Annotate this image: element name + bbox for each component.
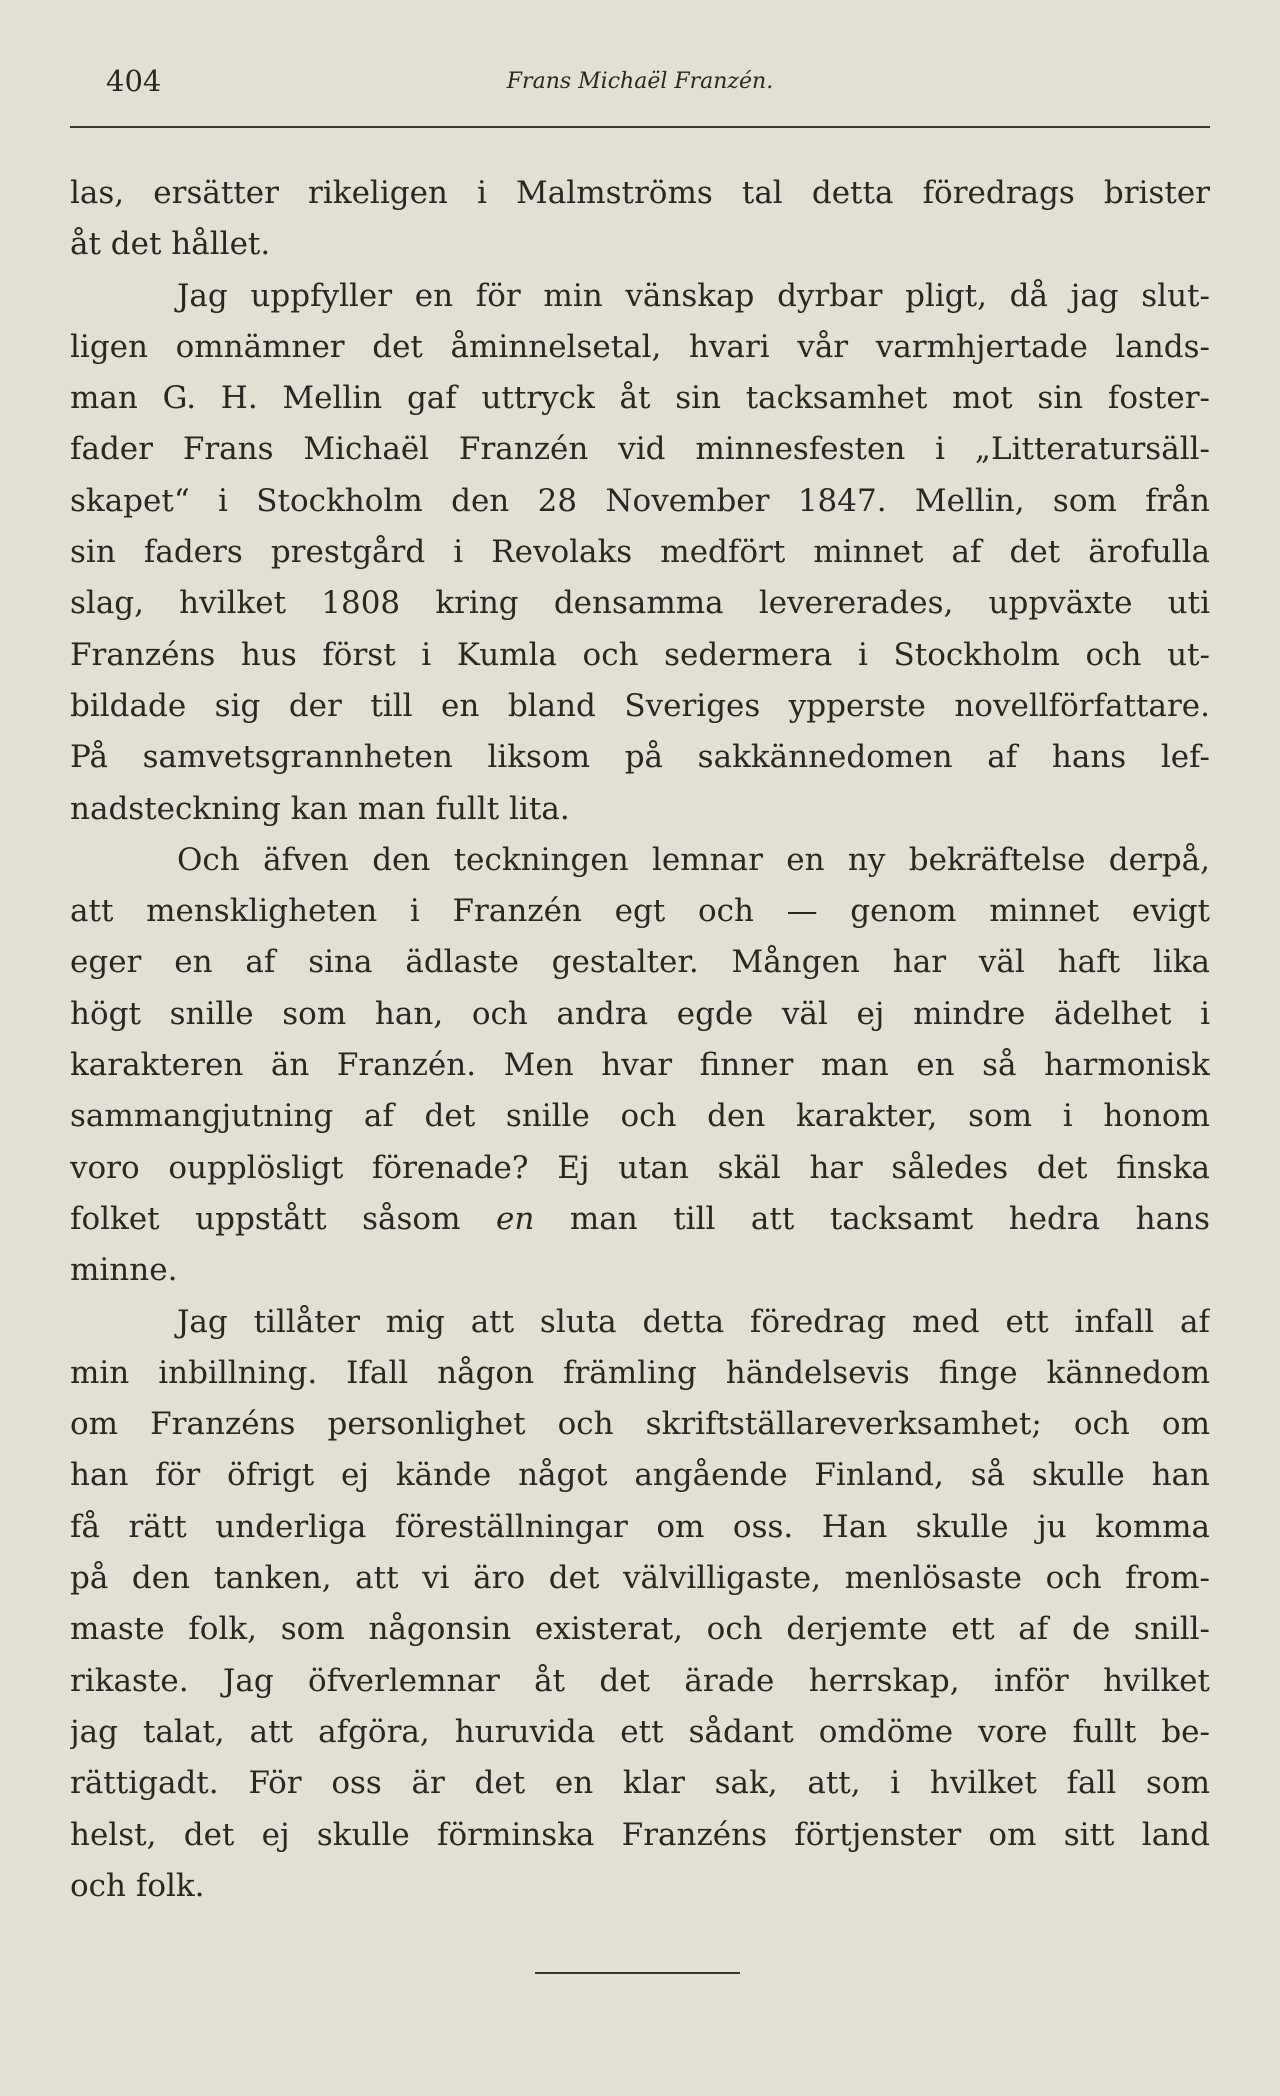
text-line: fader Frans Michaël Franzén vid minnesfesten i „Litteratursäll-	[70, 431, 1210, 468]
text-line: rättigadt. För oss är det en klar sak, att, i hvilket fall som	[70, 1765, 1210, 1802]
text-line: åt det hållet.	[70, 226, 271, 263]
line-segment: folket uppstått såsom	[70, 1200, 496, 1237]
text-line: Och äfven den teckningen lemnar en ny bekräftelse derpå,	[177, 841, 1210, 878]
text-line: jag talat, att afgöra, huruvida ett sådant omdöme vore fullt be-	[70, 1713, 1210, 1750]
text-line-with-emphasis	[70, 1194, 1210, 1245]
header-rule	[70, 126, 1210, 128]
text-line: skapet“ i Stockholm den 28 November 1847. Mellin, som från	[70, 482, 1210, 519]
text-line: rikaste. Jag öfverlemnar åt det ärade herrskap, inför hvilket	[70, 1662, 1210, 1699]
text-line: Franzéns hus först i Kumla och sedermera i Stockholm och ut-	[70, 636, 1210, 673]
text-line: slag, hvilket 1808 kring densamma levererades, uppväxte uti	[70, 585, 1210, 622]
text-line: Jag tillåter mig att sluta detta föredrag med ett infall af	[177, 1303, 1210, 1340]
page-header	[70, 56, 1210, 116]
text-line: minne.	[70, 1252, 178, 1289]
text-line: Jag uppfyller en för min vänskap dyrbar pligt, då jag slut-	[177, 277, 1210, 314]
text-line: få rätt underliga föreställningar om oss. Han skulle ju komma	[70, 1508, 1210, 1545]
text-line: bildade sig der till en bland Sveriges ypperste novellförfattare.	[70, 687, 1210, 724]
emphasized-word: en	[496, 1200, 535, 1237]
text-line: och folk.	[70, 1867, 205, 1904]
text-line: helst, det ej skulle förminska Franzéns förtjenster om sitt land	[70, 1816, 1210, 1853]
text-line: ligen omnämner det åminnelsetal, hvari vår varmhjertade lands-	[70, 328, 1210, 365]
body-text	[70, 168, 1210, 1912]
text-line: las, ersätter rikeligen i Malmströms tal detta föredrags brister	[70, 175, 1210, 211]
text-line: karakteren än Franzén. Men hvar finner man en så harmonisk	[70, 1047, 1210, 1084]
running-head: Frans Michaël Franzén.	[506, 69, 774, 94]
text-line: sammangjutning af det snille och den karakter, som i honom	[70, 1098, 1210, 1135]
end-rule	[535, 1972, 740, 1974]
text-line: min inbillning. Ifall någon främling händelsevis finge kännedom	[70, 1354, 1210, 1391]
text-line: att menskligheten i Franzén egt och — genom minnet evigt	[70, 893, 1210, 930]
text-line: sin faders prestgård i Revolaks medfört minnet af det ärofulla	[70, 534, 1210, 571]
text-line: högt snille som han, och andra egde väl ej mindre ädelhet i	[70, 995, 1210, 1032]
text-line: på den tanken, att vi äro det välvilligaste, menlösaste och from-	[70, 1560, 1210, 1597]
page-number: 404	[106, 64, 162, 98]
text-line: eger en af sina ädlaste gestalter. Mången har väl haft lika	[70, 944, 1210, 981]
text-line: om Franzéns personlighet och skriftställareverksamhet; och om	[70, 1406, 1210, 1443]
text-line: voro oupplösligt förenade? Ej utan skäl har således det finska	[70, 1149, 1210, 1186]
text-line: maste folk, som någonsin existerat, och derjemte ett af de snill-	[70, 1611, 1210, 1648]
text-line: han för öfrigt ej kände något angående Finland, så skulle han	[70, 1457, 1210, 1494]
text-line: man G. H. Mellin gaf uttryck åt sin tacksamhet mot sin foster-	[70, 380, 1210, 417]
text-line: nadsteckning kan man fullt lita.	[70, 790, 570, 827]
text-line: På samvetsgrannheten liksom på sakkännedomen af hans lef-	[70, 739, 1210, 776]
line-segment: man till att tacksamt hedra hans	[534, 1200, 1210, 1237]
